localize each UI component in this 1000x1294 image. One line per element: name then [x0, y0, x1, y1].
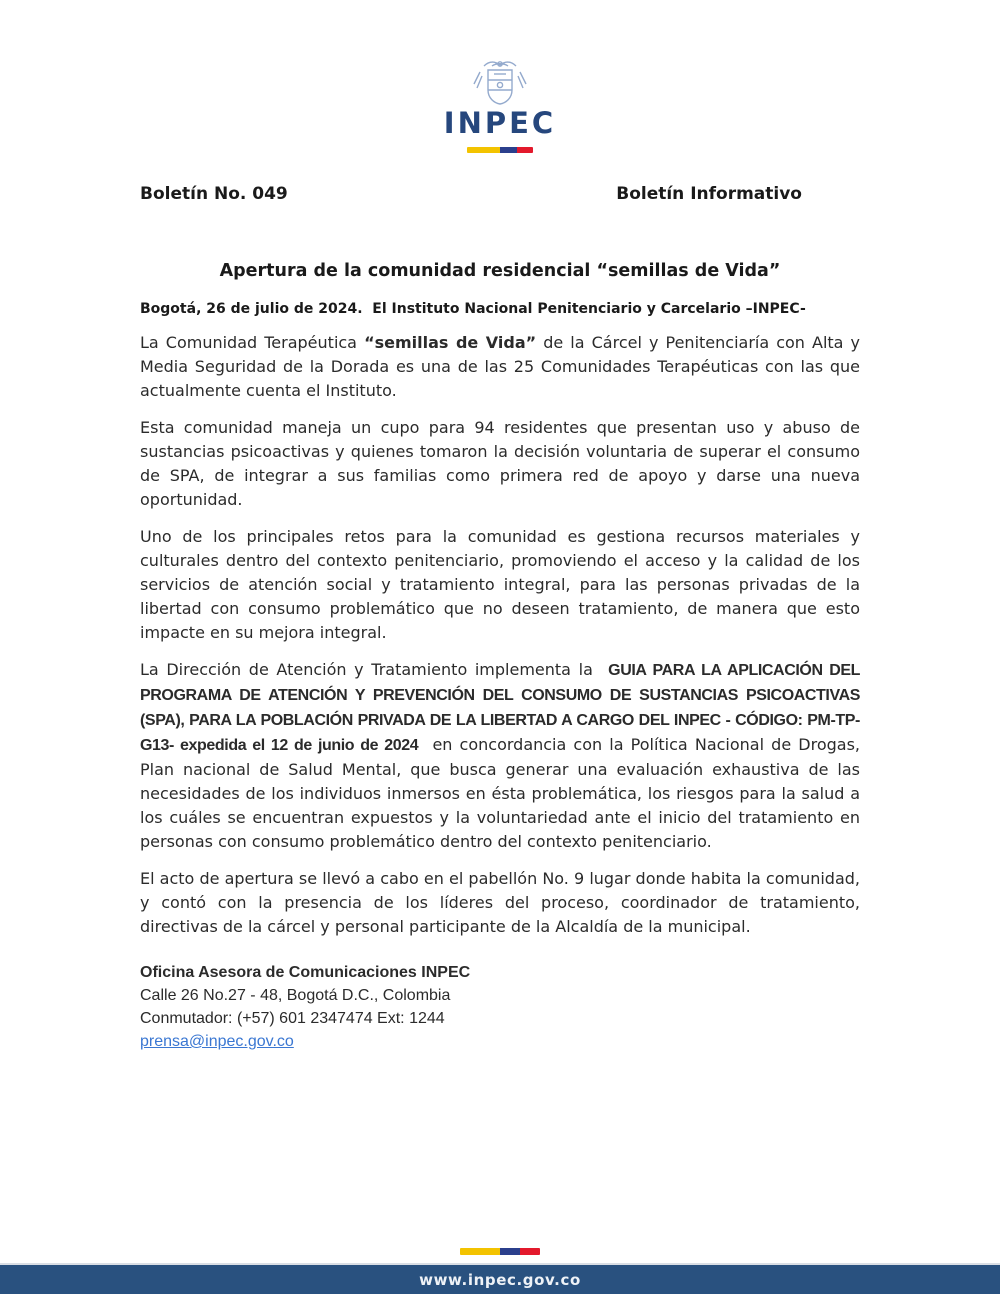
- contact-office: Oficina Asesora de Comunicaciones INPEC: [140, 963, 471, 981]
- flag-blue: [500, 147, 517, 153]
- paragraph-4-run-1: La Dirección de Atención y Tratamiento implementa la: [140, 659, 609, 679]
- paragraph-1-run-3: de la Cárcel y Penitenciaría con Alta y Media Seguridad de la Dorada es una de las 25 Comunidades Terapéuticas con las que actualmente cuenta el Instituto.: [140, 332, 866, 400]
- flag-blue: [500, 1248, 520, 1255]
- colombia-flag-bar-footer: [460, 1248, 540, 1255]
- inpec-logo-text: INPEC: [443, 106, 557, 140]
- bulletin-number: Boletín No. 049: [140, 183, 288, 204]
- bulletin-type: Boletín Informativo: [616, 183, 802, 204]
- footer-website-bar: [0, 1263, 1000, 1294]
- contact-email-link[interactable]: prensa@inpec.gov.co: [140, 1032, 294, 1050]
- colombia-flag-bar-logo: [467, 147, 533, 153]
- paragraph-2-run-1: Esta comunidad maneja un cupo para 94 residentes que presentan uso y abuso de sustancias psicoactivas y quienes tomaron la decisión voluntaria de superar el consumo de SPA, de integrar a sus familias como primera red de apoyo y darse una nueva oportunidad.: [140, 417, 866, 509]
- flag-yellow: [467, 147, 500, 153]
- flag-red: [520, 1248, 540, 1255]
- article-dateline: Bogotá, 26 de julio de 2024. El Instituto Nacional Penitenciario y Carcelario –INPEC-: [140, 300, 806, 317]
- article-body: [140, 260, 866, 939]
- paragraph-5-run-1: El acto de apertura se llevó a cabo en el pabellón No. 9 lugar donde habita la comunidad, y contó con la presencia de los líderes del proceso, coordinador de tratamiento, directivas de la cárcel y personal participante de la Alcaldía de la municipal.: [140, 868, 866, 936]
- paragraph-3: [140, 525, 866, 645]
- inpec-logo: [0, 0, 1000, 153]
- contact-phone: Conmutador: (+57) 601 2347474 Ext: 1244: [140, 1009, 445, 1027]
- contact-address: Calle 26 No.27 - 48, Bogotá D.C., Colombia: [140, 986, 451, 1004]
- paragraph-3-run-1: Uno de los principales retos para la comunidad es gestiona recursos materiales y culturales dentro del contexto penitenciario, promoviendo el acceso y la calidad de los servicios de atención social y tratamiento integral, para las personas privadas de la libertad con consumo problemático que no deseen tratamiento, de manera que esto impacte en su mejora integral.: [140, 526, 866, 642]
- page-footer: [0, 1248, 1000, 1294]
- article-title: Apertura de la comunidad residencial “semillas de Vida”: [219, 260, 781, 281]
- flag-red: [517, 147, 534, 153]
- paragraph-1: [140, 331, 866, 403]
- paragraph-2: [140, 416, 866, 512]
- contact-block: [140, 961, 860, 1053]
- paragraph-5: [140, 867, 866, 939]
- coat-of-arms-icon: [470, 58, 530, 106]
- paragraph-4: [140, 658, 866, 854]
- flag-yellow: [460, 1248, 500, 1255]
- bulletin-header-row: [140, 184, 860, 204]
- paragraph-4-run-2: GUIA PARA LA APLICACIÓN DEL PROGRAMA DE ATENCIÓN Y PREVENCIÓN DEL CONSUMO DE SUSTANCIAS PSICOACTIVAS (SPA), PARA LA POBLACIÓN PRIVADA DE LA LIBERTAD A CARGO DEL INPEC - CÓDIGO: PM-TP-G13- expedida el 12 de junio de 2024: [140, 661, 865, 754]
- paragraph-1-run-1: La Comunidad Terapéutica: [140, 332, 365, 352]
- footer-website-text: www.inpec.gov.co: [419, 1270, 581, 1289]
- paragraph-4-run-3: en concordancia con la Política Nacional de Drogas, Plan nacional de Salud Mental, que busca generar una evaluación exhaustiva de las necesidades de los individuos inmersos en ésta problemática, los riesgos para la salud a los cuáles se encuentran expuestos y la voluntariedad ante el inicio del tratamiento en personas con consumo problemático dentro del contexto penitenciario.: [140, 734, 866, 851]
- paragraph-1-run-2: “semillas de Vida”: [364, 332, 537, 352]
